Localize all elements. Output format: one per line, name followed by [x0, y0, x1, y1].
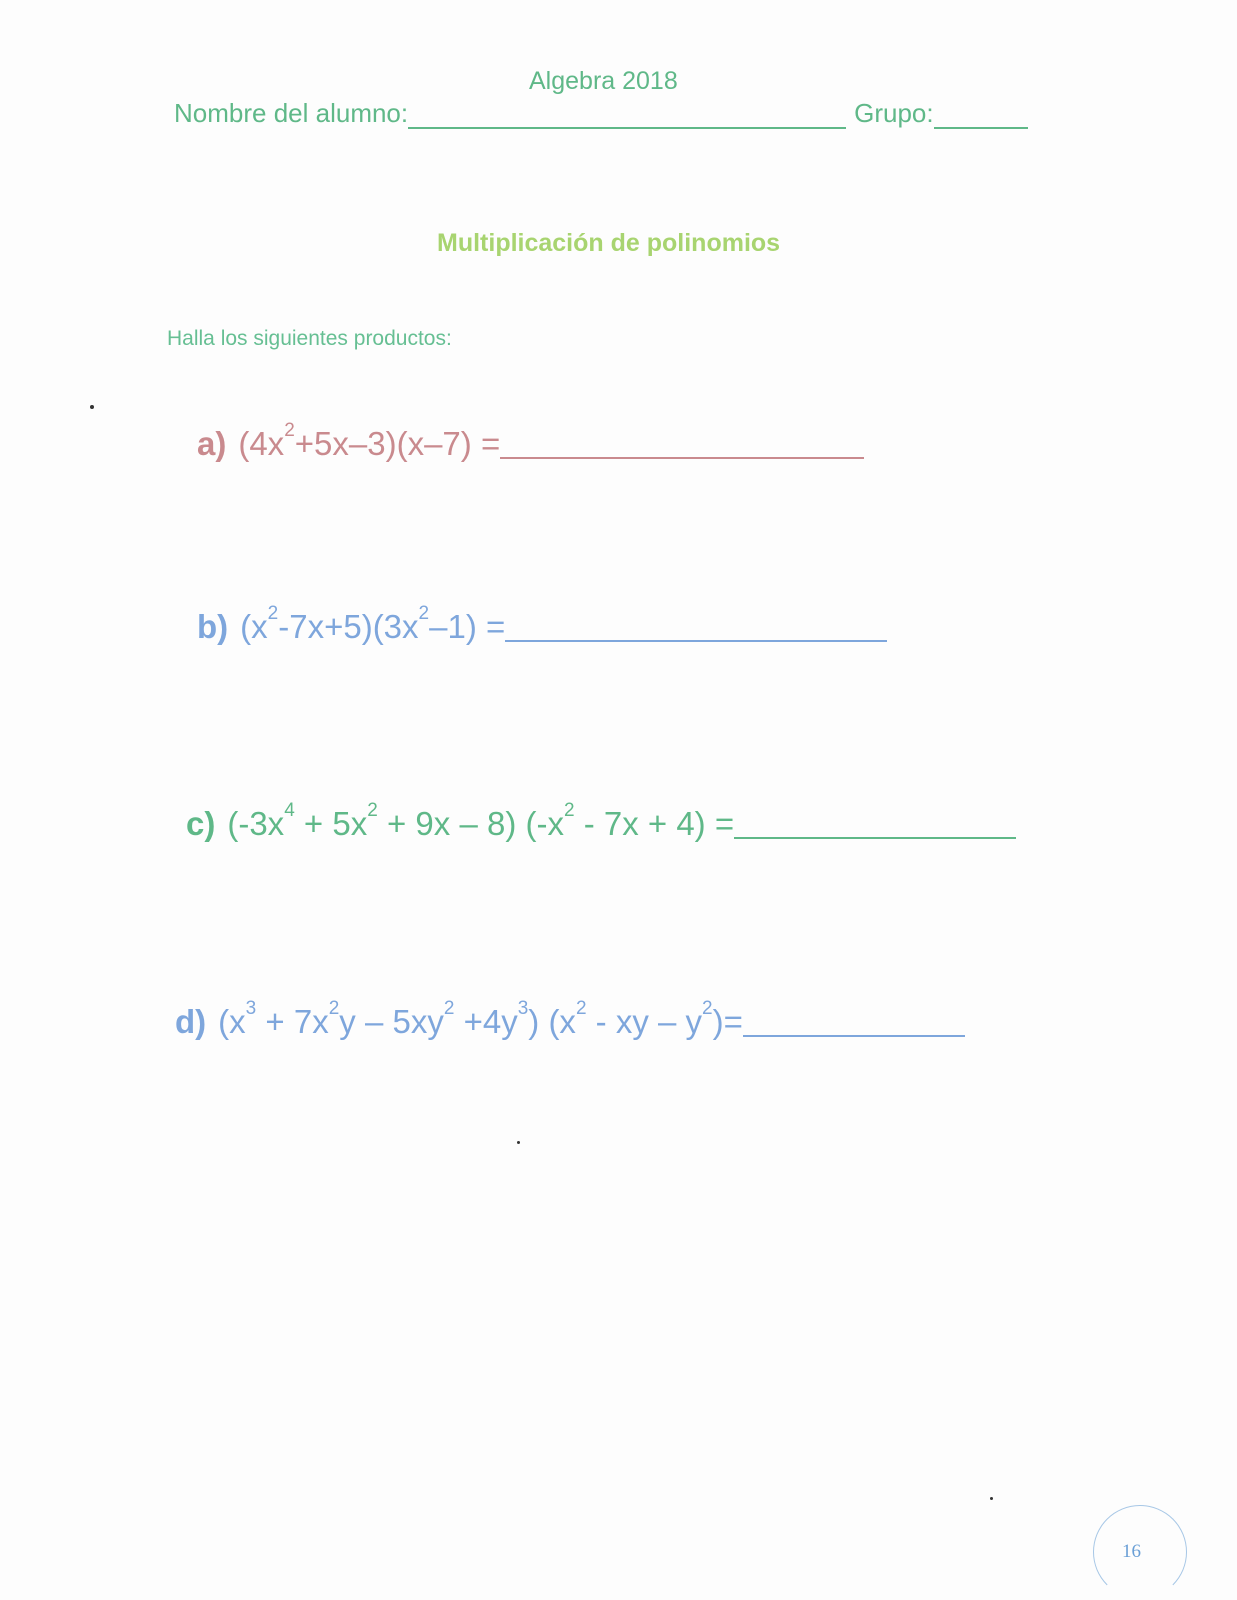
student-name-blank[interactable]: [408, 101, 846, 129]
group-label: Grupo:: [854, 98, 934, 128]
exercise-label: a): [197, 425, 227, 462]
answer-blank[interactable]: [505, 610, 887, 642]
course-title: Algebra 2018: [529, 67, 678, 95]
exercise-label: c): [186, 805, 216, 842]
exercise-label: b): [197, 608, 229, 645]
page-number: 16: [1122, 1541, 1141, 1562]
exercise-expression: $(4x^2+5x-3)(x-7)$ =: [238, 420, 501, 462]
instructions-text: Halla los siguientes productos:: [167, 327, 452, 350]
scan-speck: [990, 1497, 993, 1500]
exercise-label: d): [175, 1003, 207, 1040]
student-info-row: [174, 98, 1028, 129]
exercise-expression: $(x^3 + 7x^2y - 5xy^2 +4y^3)$ ($x^2$ - xy – $y^2)=$: [218, 998, 743, 1040]
scan-speck: [517, 1141, 520, 1144]
student-name-label: Nombre del alumno:: [174, 98, 409, 128]
group-blank[interactable]: [934, 101, 1028, 129]
answer-blank[interactable]: [743, 1005, 965, 1037]
exercise-expression: $(-3x^4 + 5x^2 + 9x - 8)$ $(-x^2 - 7x + 4)$ =: [227, 800, 735, 842]
answer-blank[interactable]: [734, 807, 1016, 839]
worksheet-title: Multiplicación de polinomios: [437, 229, 781, 257]
scan-speck: [90, 405, 94, 409]
exercise-c: [186, 800, 1016, 843]
exercise-b: [197, 603, 887, 646]
exercise-d: [175, 998, 965, 1041]
exercise-expression: $(x^2-7x+5)(3x^2-1)$ =: [240, 603, 506, 645]
answer-blank[interactable]: [500, 427, 864, 459]
exercise-a: [197, 420, 864, 463]
